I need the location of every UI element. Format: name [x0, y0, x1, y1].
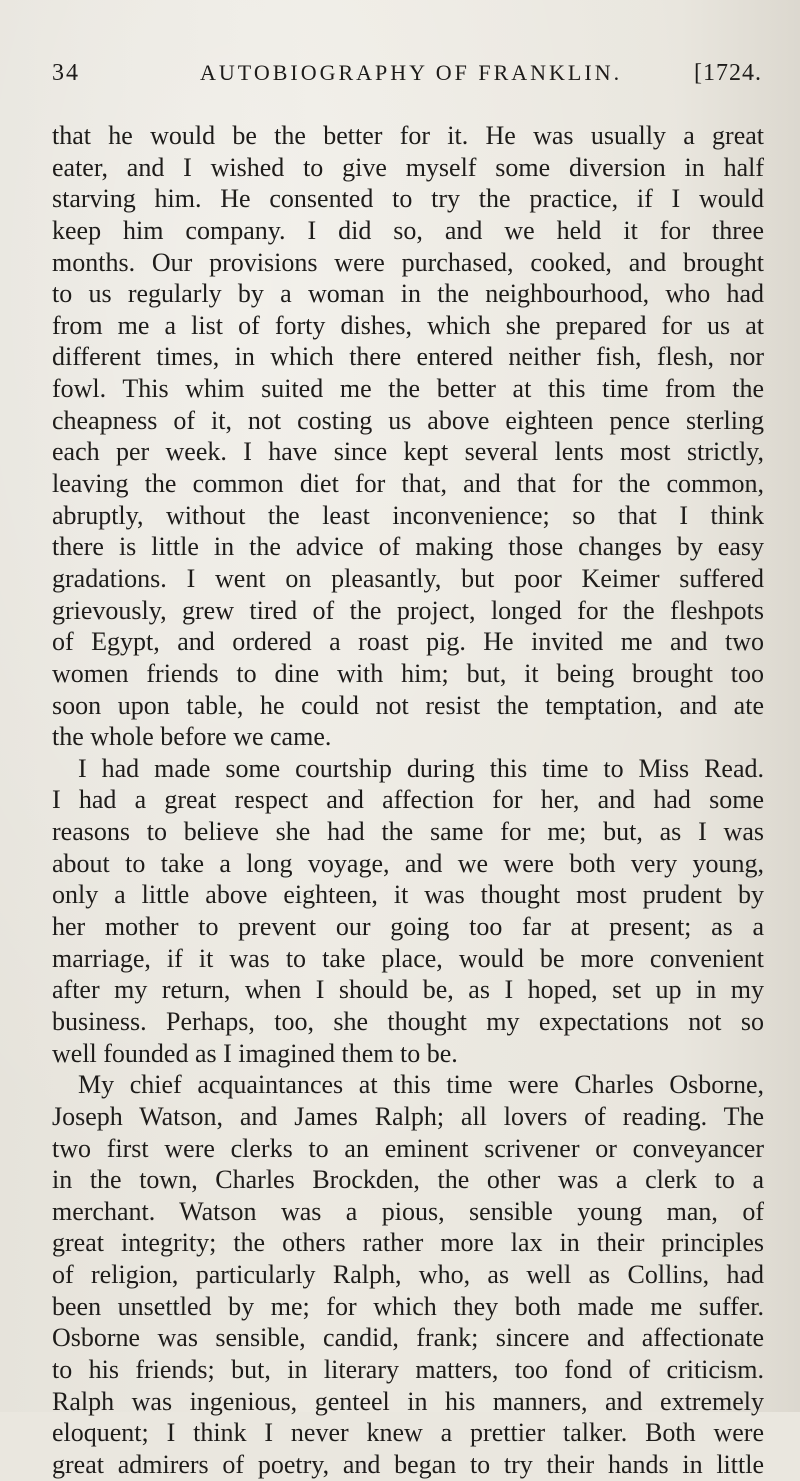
text-line: of Egypt, and ordered a roast pig. He invited me and two — [52, 627, 764, 657]
text-line: well founded as I imagined them to be. — [52, 1038, 458, 1068]
text-line: Joseph Watson, and James Ralph; all lovers of reading. The — [52, 1101, 764, 1131]
text-line: keep him company. I did so, and we held it for three — [52, 215, 764, 245]
paragraph — [52, 1069, 764, 1480]
text-line: marriage, if it was to take place, would be more convenient — [52, 943, 764, 973]
text-line: great admirers of poetry, and began to try their hands in little — [52, 1449, 764, 1479]
text-line: months. Our provisions were purchased, cooked, and brought — [52, 247, 764, 277]
text-line: leaving the common diet for that, and that for the common, — [52, 469, 764, 499]
text-line: soon upon table, he could not resist the temptation, and ate — [52, 690, 764, 720]
text-line: different times, in which there entered neither fish, flesh, nor — [52, 342, 764, 372]
text-line: eloquent; I think I never knew a prettier talker. Both were — [52, 1418, 764, 1448]
text-line: women friends to dine with him; but, it being brought too — [52, 658, 764, 688]
text-line: only a little above eighteen, it was thought most prudent by — [52, 880, 764, 910]
text-line: My chief acquaintances at this time were Charles Osborne, — [78, 1070, 764, 1100]
running-title: AUTOBIOGRAPHY OF FRANKLIN. — [200, 60, 623, 85]
running-header — [52, 60, 762, 96]
text-line: gradations. I went on pleasantly, but poor Keimer suffered — [52, 563, 764, 593]
paragraph — [52, 753, 764, 1069]
text-line: great integrity; the others rather more lax in their principles — [52, 1228, 764, 1258]
header-year: [1724. — [694, 60, 762, 86]
text-line: starving him. He consented to try the practice, if I would — [52, 184, 764, 214]
paragraph — [52, 120, 764, 753]
text-line: been unsettled by me; for which they both made me suffer. — [52, 1291, 764, 1321]
body-text — [52, 120, 764, 1481]
text-line: business. Perhaps, too, she thought my expectations not so — [52, 1006, 764, 1036]
text-line: there is little in the advice of making those changes by easy — [52, 532, 764, 562]
text-line: to his friends; but, in literary matters, too fond of criticism. — [52, 1354, 764, 1384]
text-line: about to take a long voyage, and we were both very young, — [52, 848, 764, 878]
text-line: the whole before we came. — [52, 722, 332, 752]
text-line: Osborne was sensible, candid, frank; sincere and affectionate — [52, 1323, 764, 1353]
text-line: two first were clerks to an eminent scrivener or conveyancer — [52, 1133, 764, 1163]
text-line: her mother to prevent our going too far at present; as a — [52, 912, 764, 942]
text-line: abruptly, without the least inconvenience; so that I think — [52, 500, 764, 530]
text-line: I had a great respect and affection for her, and had some — [52, 785, 764, 815]
text-line: to us regularly by a woman in the neighbourhood, who had — [52, 279, 764, 309]
text-line: fowl. This whim suited me the better at this time from the — [52, 374, 764, 404]
text-line: Ralph was ingenious, genteel in his manners, and extremely — [52, 1386, 764, 1416]
text-line: that he would be the better for it. He was usually a great — [52, 121, 764, 150]
text-line: grievously, grew tired of the project, longed for the fleshpots — [52, 595, 764, 625]
text-line: in the town, Charles Brockden, the other was a clerk to a — [52, 1165, 764, 1195]
text-line: from me a list of forty dishes, which she prepared for us at — [52, 310, 764, 340]
text-line: eater, and I wished to give myself some diversion in half — [52, 152, 764, 182]
text-line: I had made some courtship during this time to Miss Read. — [78, 753, 764, 783]
page-number: 34 — [52, 60, 80, 86]
text-line: reasons to believe she had the same for me; but, as I was — [52, 817, 764, 847]
text-line: merchant. Watson was a pious, sensible young man, of — [52, 1196, 764, 1226]
text-line: after my return, when I should be, as I hoped, set up in my — [52, 975, 764, 1005]
text-line: cheapness of it, not costing us above eighteen pence sterling — [52, 405, 764, 435]
text-line: of religion, particularly Ralph, who, as well as Collins, had — [52, 1260, 764, 1290]
text-line: each per week. I have since kept several lents most strictly, — [52, 437, 764, 467]
